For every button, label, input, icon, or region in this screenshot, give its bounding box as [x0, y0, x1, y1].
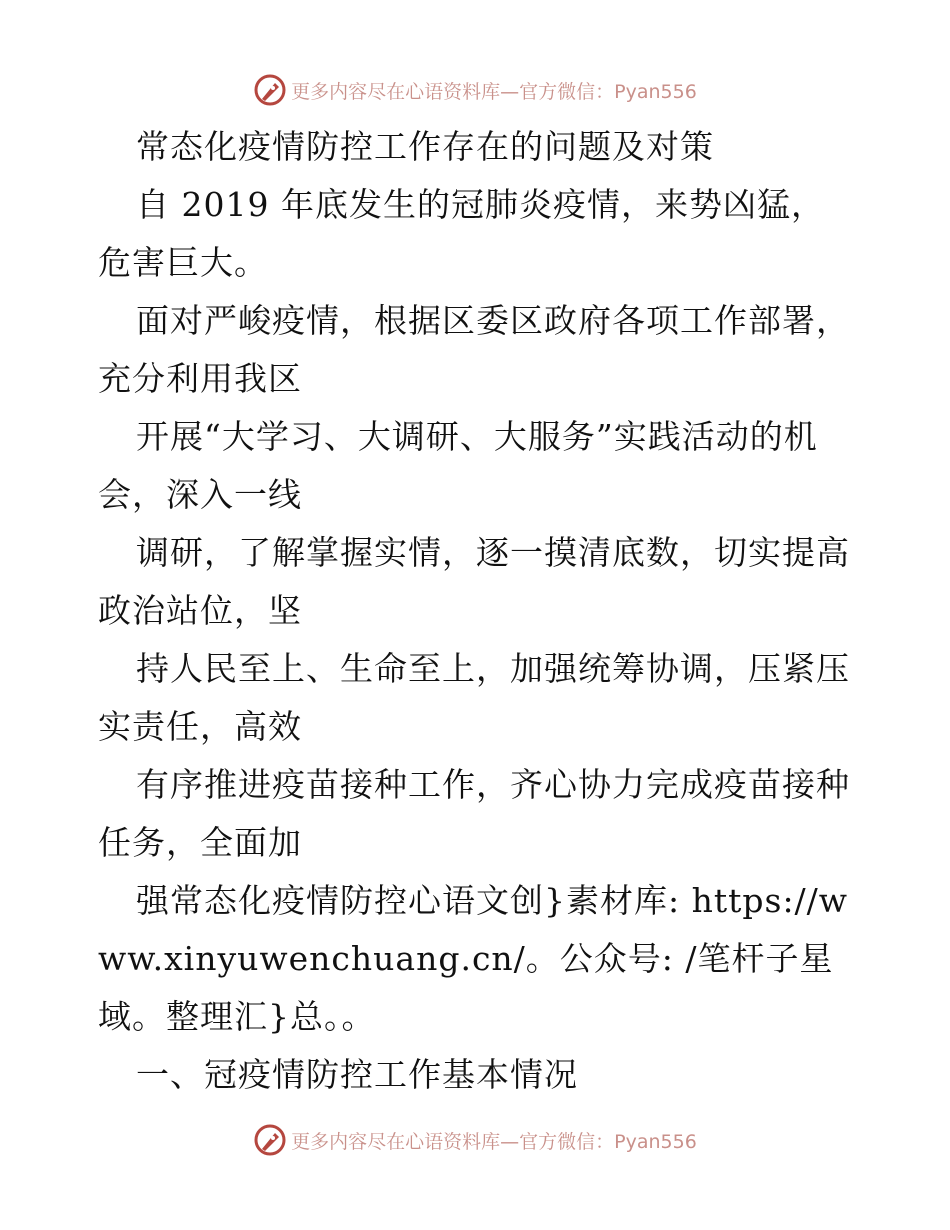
paragraph: 调研，了解掌握实情，逐一摸清底数，切实提高政治站位，坚 [98, 533, 850, 630]
banner-text: 更多内容尽在心语资料库—官方微信：Pyan556 [291, 80, 697, 103]
document-body [98, 118, 858, 1104]
paragraph: 面对严峻疫情，根据区委区政府各项工作部署，充分利用我区 [98, 301, 850, 398]
paragraph: 强常态化疫情防控心语文创}素材库: https://www.xinyuwenchuang.cn/。公众号: /笔杆子星域。整理汇}总。。 [98, 881, 849, 1036]
document-title: 常态化疫情防控工作存在的问题及对策 [136, 127, 714, 166]
paragraph: 自 2019 年底发生的冠肺炎疫情，来势凶猛，危害巨大。 [98, 185, 825, 282]
pen-nib-logo-icon [253, 1123, 287, 1157]
pen-nib-logo-icon [253, 73, 287, 107]
section-heading: 一、冠疫情防控工作基本情况 [136, 1055, 578, 1094]
paragraph: 有序推进疫苗接种工作，齐心协力完成疫苗接种任务，全面加 [98, 765, 850, 862]
banner-text: 更多内容尽在心语资料库—官方微信：Pyan556 [291, 1130, 697, 1153]
paragraph: 开展“大学习、大调研、大服务”实践活动的机会，深入一线 [98, 417, 818, 514]
footer-banner [0, 1120, 950, 1160]
paragraph: 持人民至上、生命至上，加强统筹协调，压紧压实责任，高效 [98, 649, 850, 746]
header-banner [0, 70, 950, 110]
